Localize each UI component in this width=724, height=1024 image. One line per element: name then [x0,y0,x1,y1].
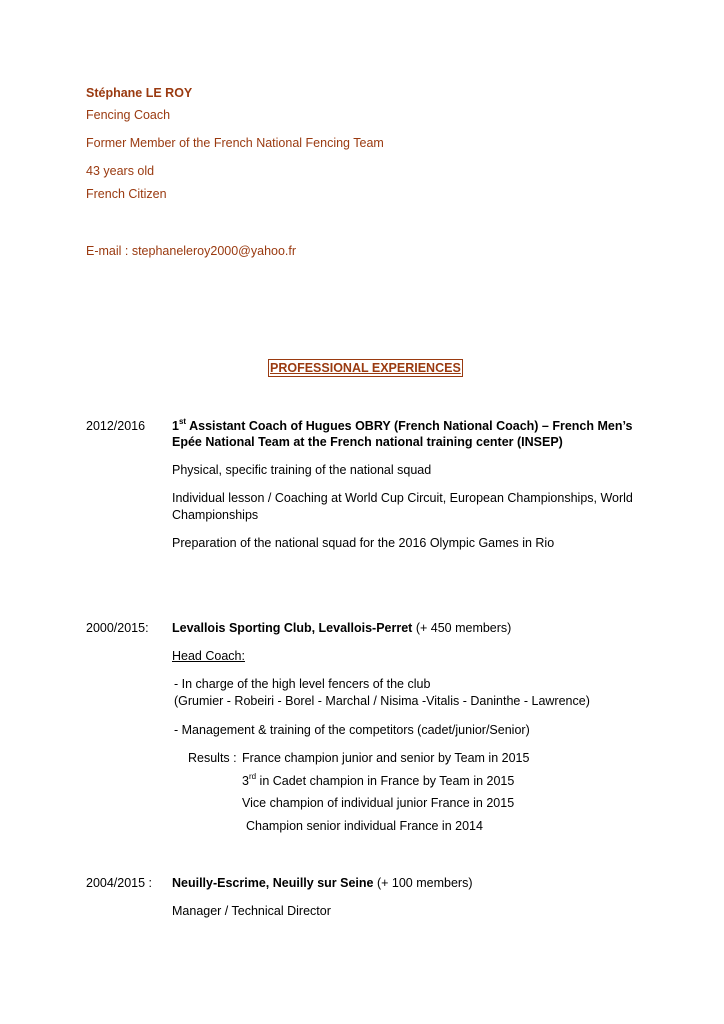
experience-line: - Management & training of the competitors (cadet/junior/Senior) [174,723,530,737]
experience-heading: Levallois Sporting Club, Levallois-Perret (+ 450 members) [172,621,512,635]
result-item: Champion senior individual France in 2014 [246,819,483,833]
former-member: Former Member of the French National Fencing Team [86,136,384,150]
citizenship: French Citizen [86,187,167,201]
age: 43 years old [86,164,155,178]
experience-role: Head Coach: [172,649,245,663]
experience-period: 2000/2015: [86,621,149,635]
result-item: 3rd in Cadet champion in France by Team in 2015 [242,772,515,788]
person-name: Stéphane LE ROY [86,86,193,100]
experience-item: Individual lesson / Coaching at World Cup Circuit, European Championships, World [172,491,633,505]
experience-item: Championships [172,508,259,522]
experience-role: Manager / Technical Director [172,904,331,918]
result-item: France champion junior and senior by Team in 2015 [242,751,530,765]
experience-period: 2012/2016 [86,419,146,433]
experience-item: Physical, specific training of the national squad [172,463,432,477]
experience-line: - In charge of the high level fencers of the club [174,677,431,691]
experience-period: 2004/2015 : [86,876,153,890]
email: E-mail : stephaneleroy2000@yahoo.fr [86,244,297,258]
experience-heading: 1st Assistant Coach of Hugues OBRY (French National Coach) – French Men’s [172,417,633,433]
job-title: Fencing Coach [86,108,171,122]
results-label: Results : [188,751,237,765]
experience-heading-cont: Epée National Team at the French national training center (INSEP) [172,435,563,449]
experience-line: (Grumier - Robeiri - Borel - Marchal / Nisima -Vitalis - Daninthe - Lawrence) [174,694,590,708]
section-title: PROFESSIONAL EXPERIENCES [270,361,461,375]
experience-heading: Neuilly-Escrime, Neuilly sur Seine (+ 100 members) [172,876,473,890]
experience-item: Preparation of the national squad for the 2016 Olympic Games in Rio [172,536,555,550]
result-item: Vice champion of individual junior France in 2015 [242,796,515,810]
